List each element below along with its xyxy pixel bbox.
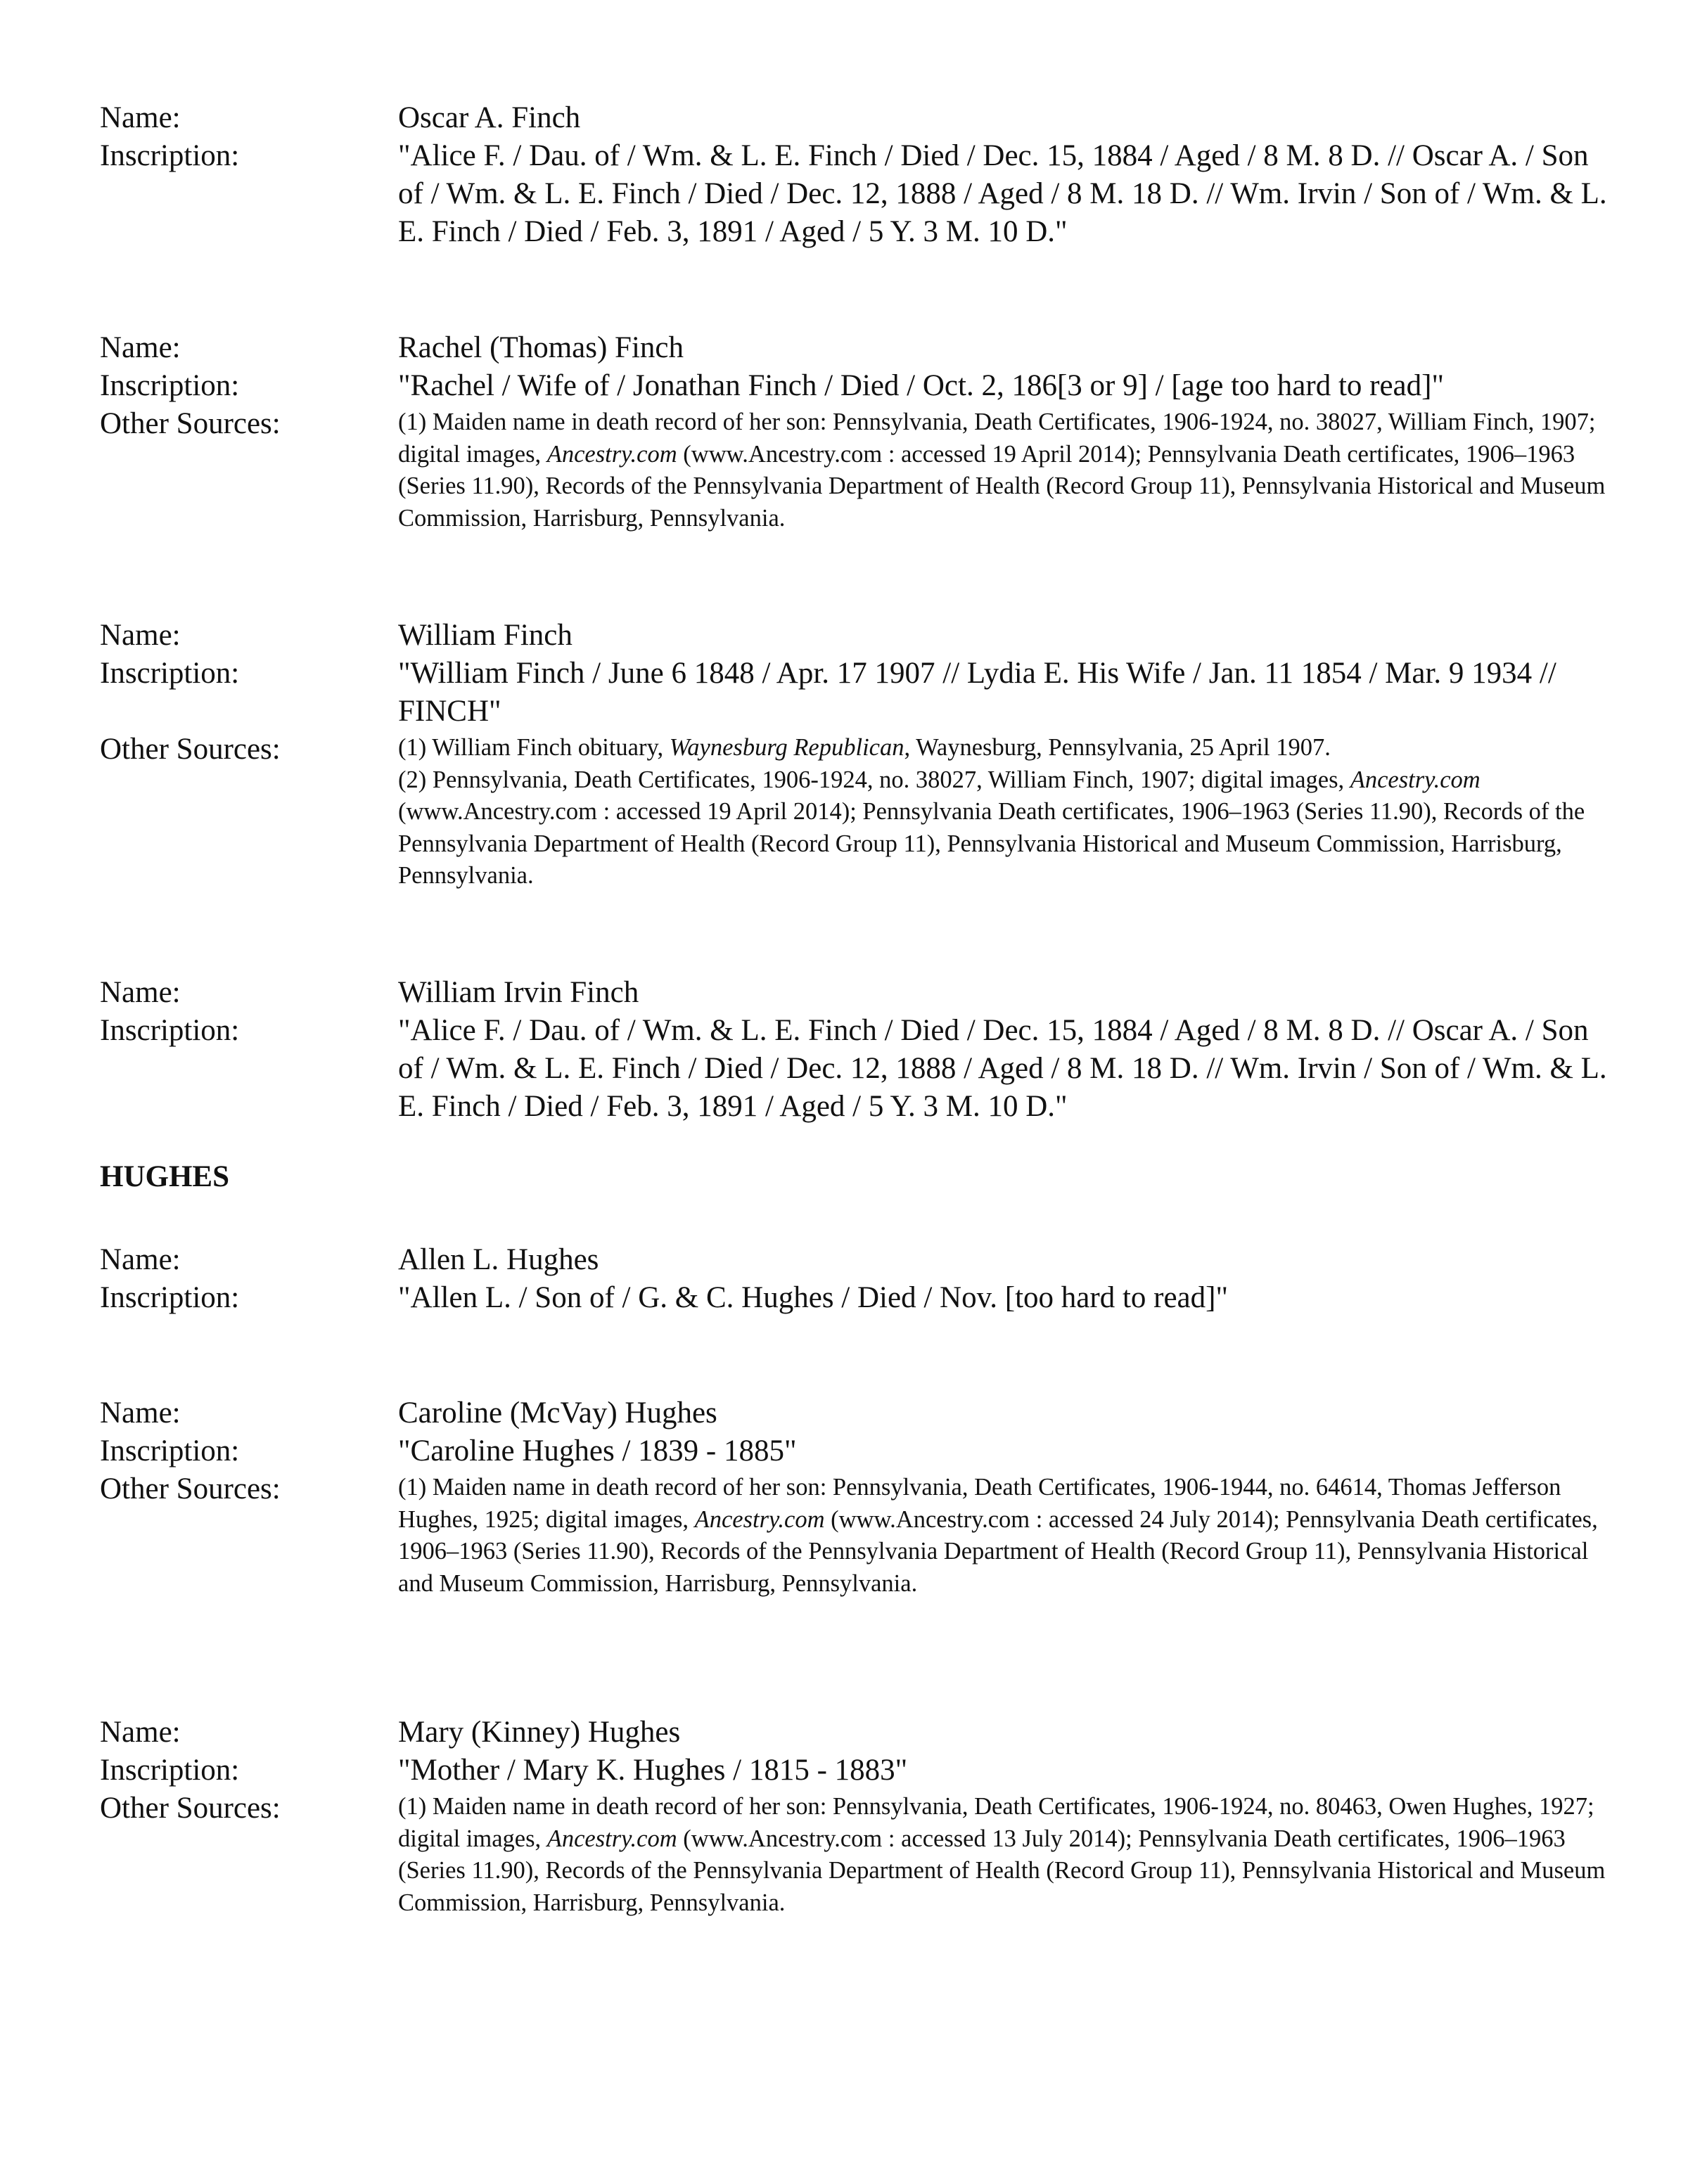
inscription-row: [100, 1752, 1612, 1790]
name-label: Name:: [100, 1716, 181, 1749]
inscription-label: Inscription:: [100, 1281, 240, 1314]
other-sources-value: [398, 1470, 1612, 1600]
other-sources-label: Other Sources:: [100, 733, 281, 766]
burial-entry: [100, 1714, 1612, 1919]
source-italic-title: Ancestry.com: [546, 1825, 677, 1852]
source-italic-title: Ancestry.com: [694, 1505, 825, 1533]
other-sources-row: [100, 1470, 1612, 1600]
burial-entry: [100, 974, 1612, 1126]
inscription-row: [100, 1012, 1612, 1126]
other-sources-row: [100, 1790, 1612, 1919]
burial-entry: [100, 1394, 1612, 1600]
name-label: Name:: [100, 976, 181, 1009]
source-citation: (2) Pennsylvania, Death Certificates, 1906-1924, no. 38027, William Finch, 1907; digital images, Ancestry.com (www.Ancestry.com : accessed 19 April 2014); Pennsylvania Death certificates, 1906–1963 (Series 11.90), Records of the Pennsylvania Department of Health (Record Group 11), Pennsylvania Historical and Museum Commission, Harrisburg, Pennsylvania.: [398, 766, 1585, 889]
burial-entry: [100, 617, 1612, 892]
inscription-value: "Alice F. / Dau. of / Wm. & L. E. Finch / Died / Dec. 15, 1884 / Aged / 8 M. 8 D. // Oscar A. / Son of / Wm. & L. E. Finch / Died / Dec. 12, 1888 / Aged / 8 M. 18 D. // Wm. Irvin / Son of / Wm. & L. E. Finch / Died / Feb. 3, 1891 / Aged / 5 Y. 3 M. 10 D.": [398, 1014, 1607, 1123]
source-citation: (1) Maiden name in death record of her son: Pennsylvania, Death Certificates, 1906-1924, no. 80463, Owen Hughes, 1927; digital images, Ancestry.com (www.Ancestry.com : accessed 13 July 2014); Pennsylvania Death certificates, 1906–1963 (Series 11.90), Records of the Pennsylvania Department of Health (Record Group 11), Pennsylvania Historical and Museum Commission, Harrisburg, Pennsylvania.: [398, 1793, 1606, 1916]
name-value: Mary (Kinney) Hughes: [398, 1716, 681, 1749]
section-heading-hughes: HUGHES: [100, 1160, 229, 1193]
other-sources-row: [100, 405, 1612, 534]
other-sources-value: [398, 405, 1612, 534]
burial-entry: [100, 99, 1612, 251]
inscription-label: Inscription:: [100, 1014, 240, 1047]
inscription-label: Inscription:: [100, 657, 240, 690]
inscription-value: "Caroline Hughes / 1839 - 1885": [398, 1434, 797, 1467]
burial-entry: [100, 1241, 1612, 1317]
name-value: Rachel (Thomas) Finch: [398, 331, 684, 364]
inscription-label: Inscription:: [100, 139, 240, 172]
source-citation: (1) Maiden name in death record of her son: Pennsylvania, Death Certificates, 1906-1944, no. 64614, Thomas Jefferson Hughes, 1925; digital images, Ancestry.com (www.Ancestry.com : accessed 24 July 2014); Pennsylvania Death certificates, 1906–1963 (Series 11.90), Records of the Pennsylvania Department of Health (Record Group 11), Pennsylvania Historical and Museum Commission, Harrisburg, Pennsylvania.: [398, 1474, 1598, 1597]
other-sources-label: Other Sources:: [100, 407, 281, 440]
name-label: Name:: [100, 331, 181, 364]
name-value: William Irvin Finch: [398, 976, 639, 1009]
name-row: [100, 99, 1612, 137]
name-label: Name:: [100, 101, 181, 134]
name-row: [100, 329, 1612, 367]
source-italic-title: Waynesburg Republican: [669, 734, 904, 761]
name-row: [100, 1714, 1612, 1752]
inscription-row: [100, 367, 1612, 405]
burial-entry: [100, 329, 1612, 534]
other-sources-label: Other Sources:: [100, 1472, 281, 1505]
inscription-row: [100, 1279, 1612, 1317]
inscription-value: "William Finch / June 6 1848 / Apr. 17 1907 // Lydia E. His Wife / Jan. 11 1854 / Mar. 9 1934 // FINCH": [398, 657, 1556, 728]
other-sources-row: [100, 731, 1612, 892]
name-row: [100, 1394, 1612, 1432]
source-citation: (1) William Finch obituary, Waynesburg Republican, Waynesburg, Pennsylvania, 25 April 1907.: [398, 734, 1331, 761]
source-citation: (1) Maiden name in death record of her son: Pennsylvania, Death Certificates, 1906-1924, no. 38027, William Finch, 1907; digital images, Ancestry.com (www.Ancestry.com : accessed 19 April 2014); Pennsylvania Death certificates, 1906–1963 (Series 11.90), Records of the Pennsylvania Department of Health (Record Group 11), Pennsylvania Historical and Museum Commission, Harrisburg, Pennsylvania.: [398, 409, 1606, 532]
inscription-row: [100, 1432, 1612, 1470]
source-italic-title: Ancestry.com: [546, 440, 677, 468]
name-label: Name:: [100, 619, 181, 652]
name-value: William Finch: [398, 619, 573, 652]
name-row: [100, 1241, 1612, 1279]
name-label: Name:: [100, 1243, 181, 1276]
other-sources-label: Other Sources:: [100, 1792, 281, 1825]
inscription-label: Inscription:: [100, 369, 240, 402]
name-value: Oscar A. Finch: [398, 101, 581, 134]
other-sources-value: [398, 731, 1612, 892]
inscription-label: Inscription:: [100, 1754, 240, 1787]
source-italic-title: Ancestry.com: [1350, 766, 1481, 793]
inscription-value: "Allen L. / Son of / G. & C. Hughes / Died / Nov. [too hard to read]": [398, 1281, 1229, 1314]
name-row: [100, 617, 1612, 655]
name-value: Caroline (McVay) Hughes: [398, 1396, 717, 1430]
name-label: Name:: [100, 1396, 181, 1430]
other-sources-value: [398, 1790, 1612, 1919]
inscription-label: Inscription:: [100, 1434, 240, 1467]
inscription-value: "Rachel / Wife of / Jonathan Finch / Died / Oct. 2, 186[3 or 9] / [age too hard to read]": [398, 369, 1445, 402]
name-row: [100, 974, 1612, 1012]
inscription-row: [100, 137, 1612, 251]
name-value: Allen L. Hughes: [398, 1243, 599, 1276]
inscription-row: [100, 655, 1612, 731]
inscription-value: "Mother / Mary K. Hughes / 1815 - 1883": [398, 1754, 908, 1787]
inscription-value: "Alice F. / Dau. of / Wm. & L. E. Finch / Died / Dec. 15, 1884 / Aged / 8 M. 8 D. // Oscar A. / Son of / Wm. & L. E. Finch / Died / Dec. 12, 1888 / Aged / 8 M. 18 D. // Wm. Irvin / Son of / Wm. & L. E. Finch / Died / Feb. 3, 1891 / Aged / 5 Y. 3 M. 10 D.": [398, 139, 1607, 248]
